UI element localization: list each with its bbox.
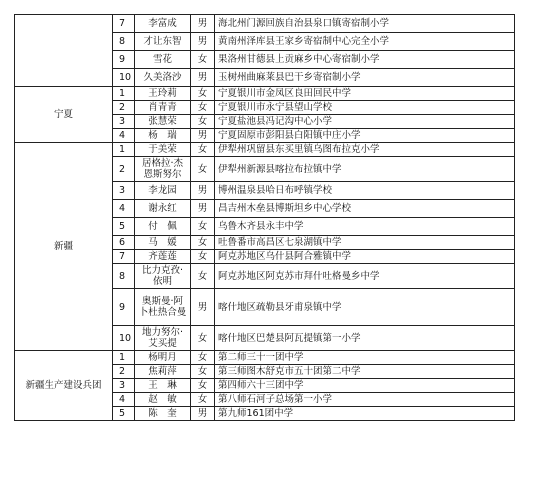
row-number: 4 — [113, 200, 135, 218]
row-number: 5 — [113, 407, 135, 421]
row-number: 4 — [113, 129, 135, 143]
teacher-name: 杨明月 — [135, 351, 191, 365]
school-name: 喀什地区疏勒县牙甫泉镇中学 — [215, 289, 515, 326]
teacher-sex: 男 — [191, 200, 215, 218]
table-row — [15, 87, 515, 101]
teacher-sex: 女 — [191, 115, 215, 129]
school-name: 阿克苏地区阿克苏市拜什吐格曼乡中学 — [215, 264, 515, 289]
school-name: 乌鲁木齐县永丰中学 — [215, 218, 515, 236]
school-name: 宁夏固原市彭阳县白阳镇中庄小学 — [215, 129, 515, 143]
teacher-sex: 女 — [191, 379, 215, 393]
row-number: 10 — [113, 326, 135, 351]
teacher-name: 李龙园 — [135, 182, 191, 200]
teacher-name: 才让东智 — [135, 33, 191, 51]
school-name: 宁夏银川市永宁县望山学校 — [215, 101, 515, 115]
school-name: 伊犁州新源县喀拉布拉镇中学 — [215, 157, 515, 182]
school-name: 吐鲁番市高昌区七泉湖镇中学 — [215, 236, 515, 250]
table-row — [15, 143, 515, 157]
region-cell — [15, 15, 113, 87]
teacher-sex: 男 — [191, 33, 215, 51]
teacher-name: 付 佩 — [135, 218, 191, 236]
school-name: 第八师石河子总场第一小学 — [215, 393, 515, 407]
teacher-list-table — [14, 14, 515, 421]
school-name: 玉树州曲麻莱县巴干乡寄宿制小学 — [215, 69, 515, 87]
row-number: 3 — [113, 182, 135, 200]
row-number: 3 — [113, 115, 135, 129]
teacher-name: 张慧荣 — [135, 115, 191, 129]
teacher-name: 奥斯曼·阿卜杜热合曼 — [135, 289, 191, 326]
school-name: 第二师三十一团中学 — [215, 351, 515, 365]
row-number: 2 — [113, 101, 135, 115]
row-number: 7 — [113, 250, 135, 264]
school-name: 宁夏银川市金凤区良田回民中学 — [215, 87, 515, 101]
teacher-name: 肖青青 — [135, 101, 191, 115]
row-number: 6 — [113, 236, 135, 250]
teacher-name: 居格拉·杰恩斯努尔 — [135, 157, 191, 182]
school-name: 博州温泉县哈日布呼镇学校 — [215, 182, 515, 200]
school-name: 海北州门源回族自治县泉口镇寄宿制小学 — [215, 15, 515, 33]
teacher-sex: 女 — [191, 365, 215, 379]
teacher-sex: 女 — [191, 351, 215, 365]
teacher-sex: 女 — [191, 250, 215, 264]
row-number: 1 — [113, 143, 135, 157]
teacher-sex: 女 — [191, 264, 215, 289]
teacher-sex: 女 — [191, 87, 215, 101]
teacher-name: 李富成 — [135, 15, 191, 33]
teacher-sex: 男 — [191, 15, 215, 33]
teacher-sex: 女 — [191, 51, 215, 69]
region-cell: 宁夏 — [15, 87, 113, 143]
teacher-name: 久美洛沙 — [135, 69, 191, 87]
school-name: 喀什地区巴楚县阿瓦提镇第一小学 — [215, 326, 515, 351]
teacher-sex: 女 — [191, 393, 215, 407]
teacher-name: 齐莲莲 — [135, 250, 191, 264]
row-number: 2 — [113, 365, 135, 379]
teacher-sex: 女 — [191, 218, 215, 236]
school-name: 昌吉州木垒县博斯坦乡中心学校 — [215, 200, 515, 218]
teacher-name: 焦莉萍 — [135, 365, 191, 379]
teacher-sex: 男 — [191, 289, 215, 326]
teacher-sex: 女 — [191, 101, 215, 115]
teacher-name: 谢永红 — [135, 200, 191, 218]
teacher-name: 陈 奎 — [135, 407, 191, 421]
teacher-name: 王 琳 — [135, 379, 191, 393]
teacher-sex: 男 — [191, 407, 215, 421]
school-name: 宁夏盐池县冯记沟中心小学 — [215, 115, 515, 129]
row-number: 3 — [113, 379, 135, 393]
region-cell: 新疆生产建设兵团 — [15, 351, 113, 421]
school-name: 果洛州甘德县上贡麻乡中心寄宿制小学 — [215, 51, 515, 69]
teacher-sex: 女 — [191, 326, 215, 351]
teacher-name: 马 媛 — [135, 236, 191, 250]
row-number: 9 — [113, 51, 135, 69]
row-number: 7 — [113, 15, 135, 33]
table-row — [15, 15, 515, 33]
teacher-name: 赵 敏 — [135, 393, 191, 407]
school-name: 第九师161团中学 — [215, 407, 515, 421]
school-name: 黄南州泽库县王家乡寄宿制中心完全小学 — [215, 33, 515, 51]
row-number: 1 — [113, 87, 135, 101]
row-number: 8 — [113, 264, 135, 289]
teacher-name: 杨 瑞 — [135, 129, 191, 143]
teacher-sex: 男 — [191, 182, 215, 200]
school-name: 第四师六十三团中学 — [215, 379, 515, 393]
table-row — [15, 351, 515, 365]
teacher-name: 地力努尔·艾买提 — [135, 326, 191, 351]
row-number: 9 — [113, 289, 135, 326]
teacher-name: 雪花 — [135, 51, 191, 69]
school-name: 伊犁州巩留县东买里镇乌图布拉克小学 — [215, 143, 515, 157]
teacher-sex: 女 — [191, 143, 215, 157]
teacher-sex: 男 — [191, 69, 215, 87]
teacher-name: 于美荣 — [135, 143, 191, 157]
school-name: 阿克苏地区乌什县阿合雅镇中学 — [215, 250, 515, 264]
row-number: 1 — [113, 351, 135, 365]
row-number: 10 — [113, 69, 135, 87]
teacher-name: 比力克孜·依明 — [135, 264, 191, 289]
school-name: 第三师图木舒克市五十团第二中学 — [215, 365, 515, 379]
row-number: 8 — [113, 33, 135, 51]
row-number: 4 — [113, 393, 135, 407]
region-cell: 新疆 — [15, 143, 113, 351]
row-number: 2 — [113, 157, 135, 182]
teacher-name: 王玲莉 — [135, 87, 191, 101]
teacher-sex: 女 — [191, 236, 215, 250]
row-number: 5 — [113, 218, 135, 236]
teacher-sex: 女 — [191, 157, 215, 182]
teacher-sex: 男 — [191, 129, 215, 143]
